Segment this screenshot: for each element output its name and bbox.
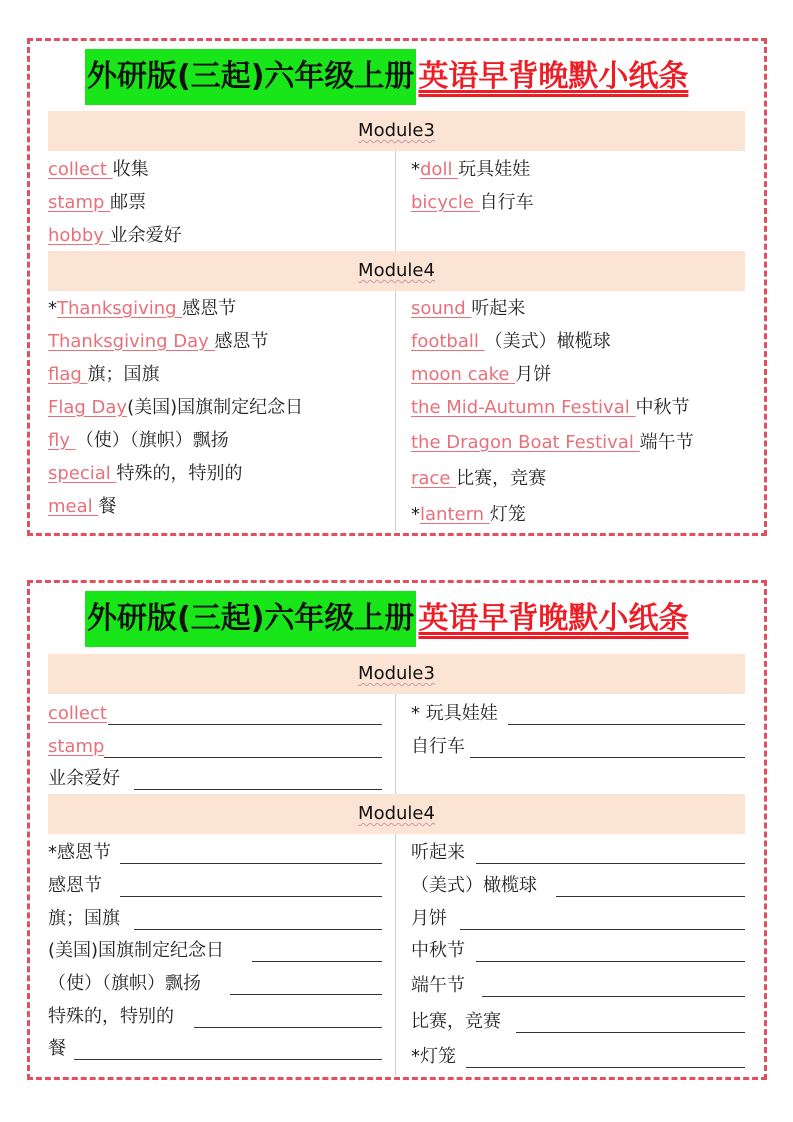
dictation-row: 端午节: [411, 975, 465, 996]
dictation-row: *灯笼: [411, 1046, 456, 1067]
module3-heading: Module3: [48, 654, 745, 694]
vocab-item: fly （使）（旗帜）飘扬: [48, 430, 229, 451]
module3-heading: Module3: [48, 111, 745, 151]
answer-blank[interactable]: [104, 757, 382, 758]
dictation-row: *感恩节: [48, 842, 111, 863]
vocab-item: flag 旗；国旗: [48, 364, 160, 385]
answer-blank[interactable]: [516, 1032, 745, 1033]
answer-blank[interactable]: [134, 929, 382, 930]
title-grade: 外研版(三起)六年级上册: [85, 49, 416, 105]
dictation-row: （使）（旗帜）飘扬: [48, 973, 201, 994]
column-divider: [395, 291, 396, 531]
module4-heading: Module4: [48, 251, 745, 291]
vocab-item: collect 收集: [48, 159, 149, 180]
dictation-row: 业余爱好: [48, 768, 120, 789]
vocab-item: sound 听起来: [411, 298, 526, 319]
title-subject: 英语早背晚默小纸条: [418, 59, 689, 94]
card-title: [85, 591, 690, 647]
vocab-item: *doll 玩具娃娃: [411, 159, 531, 180]
answer-blank[interactable]: [194, 1027, 382, 1028]
answer-blank[interactable]: [466, 1067, 745, 1068]
answer-blank[interactable]: [134, 789, 382, 790]
answer-blank[interactable]: [508, 724, 745, 725]
answer-blank[interactable]: [460, 929, 745, 930]
dictation-row: (美国)国旗制定纪念日: [48, 940, 225, 961]
vocab-item: race 比赛，竞赛: [411, 468, 547, 489]
vocab-item: *Thanksgiving 感恩节: [48, 298, 237, 319]
vocab-item: stamp 邮票: [48, 192, 147, 213]
vocab-item: meal 餐: [48, 496, 117, 517]
reference-card: [27, 38, 767, 536]
dictation-row: 感恩节: [48, 875, 102, 896]
dictation-row: 自行车: [411, 736, 465, 757]
answer-blank[interactable]: [120, 896, 382, 897]
vocab-item: football （美式）橄榄球: [411, 331, 611, 352]
dictation-row: 餐: [48, 1038, 66, 1059]
column-divider: [395, 694, 396, 796]
vocab-item: Flag Day(美国)国旗制定纪念日: [48, 397, 304, 418]
answer-blank[interactable]: [556, 896, 745, 897]
answer-blank[interactable]: [108, 724, 382, 725]
vocab-item: the Mid-Autumn Festival 中秋节: [411, 397, 690, 418]
vocab-item: moon cake 月饼: [411, 364, 552, 385]
answer-blank[interactable]: [470, 757, 745, 758]
vocab-item: *lantern 灯笼: [411, 504, 526, 525]
vocab-item: special 特殊的，特别的: [48, 463, 243, 484]
dictation-row: * 玩具娃娃: [411, 703, 498, 724]
title-subject: 英语早背晚默小纸条: [418, 601, 689, 636]
answer-blank[interactable]: [476, 961, 745, 962]
column-divider: [395, 834, 396, 1076]
dictation-row: 月饼: [411, 908, 447, 929]
dictation-row: 比赛，竞赛: [411, 1011, 501, 1032]
vocab-item: Thanksgiving Day 感恩节: [48, 331, 269, 352]
dictation-row: stamp: [48, 736, 105, 757]
vocab-item: hobby 业余爱好: [48, 225, 182, 246]
dictation-row: 旗；国旗: [48, 908, 120, 929]
dictation-row: 特殊的，特别的: [48, 1006, 174, 1027]
column-divider: [395, 151, 396, 251]
dictation-row: collect: [48, 703, 107, 724]
dictation-row: 听起来: [411, 842, 465, 863]
dictation-row: （美式）橄榄球: [411, 875, 537, 896]
answer-blank[interactable]: [230, 994, 382, 995]
answer-blank[interactable]: [120, 863, 382, 864]
answer-blank[interactable]: [482, 996, 745, 997]
answer-blank[interactable]: [252, 961, 382, 962]
module4-heading: Module4: [48, 794, 745, 834]
card-title: [85, 49, 690, 105]
answer-blank[interactable]: [476, 863, 745, 864]
dictation-card: [27, 580, 767, 1080]
answer-blank[interactable]: [74, 1059, 382, 1060]
dictation-row: 中秋节: [411, 940, 465, 961]
vocab-item: the Dragon Boat Festival 端午节: [411, 432, 694, 453]
title-grade: 外研版(三起)六年级上册: [85, 591, 416, 647]
vocab-item: bicycle 自行车: [411, 192, 534, 213]
